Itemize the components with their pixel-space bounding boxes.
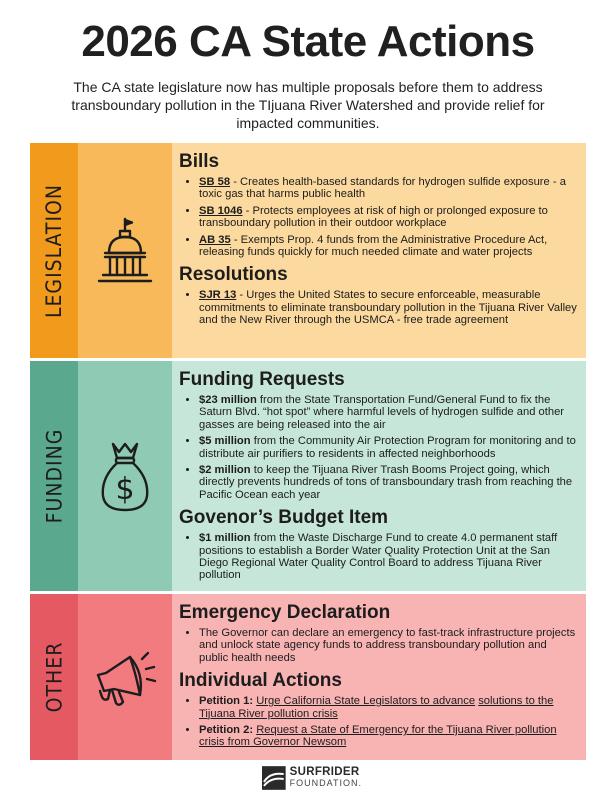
resolution-description: - Urges the United States to secure enforceable, measurable commitments to eliminate transboundary pollution in the Tijuana River Valley and the New River through the USMCA - free trade agreement [199,289,577,327]
resolution-link[interactable]: SJR 13 [199,289,237,302]
funding-description: from the State Transportation Fund/General Fund to fix the Saturn Blvd. “hot spot” where harmful levels of hydrogen sulfide and other gasses are being released into the air [199,394,565,431]
funding-requests-list [179,394,578,501]
footer-org-sub: FOUNDATION. [289,778,362,788]
funding-amount: $23 million [199,394,257,406]
bill-link[interactable]: SB 58 [199,176,231,188]
other-icon-column [78,594,172,760]
petition-link[interactable]: crisis from Governor Newsom [199,736,347,749]
legislation-content [172,143,586,358]
other-section [30,594,586,760]
list-item [199,394,578,431]
footer-logo [262,764,362,792]
funding-label: FUNDING [42,428,67,524]
list-item [199,205,578,230]
page-title: 2026 CA State Actions [81,17,535,66]
petition-link[interactable]: Urge California State Legislators to advance [256,695,476,708]
list-item [199,464,578,501]
individual-actions-list [179,695,578,749]
list-item [199,695,578,720]
funding-requests-heading: Funding Requests [179,369,345,390]
emergency-list [179,627,578,664]
funding-icon-column [78,361,172,591]
funding-content [172,361,586,591]
other-content [172,594,586,760]
petition-label: Petition 1: [199,695,254,708]
funding-description: to keep the Tijuana River Trash Booms Project going, which directly prevents hundreds of tons of transboundary trash from reaching the Pacific Ocean each year [199,464,573,501]
list-item [199,234,578,259]
page-subtitle: The CA state legislature now has multiple proposals before them to address transboundary pollution in the TIjuana River Watershed and provide relief for impacted communities. [71,79,545,131]
budget-item-heading: Govenor’s Budget Item [179,507,389,529]
resolutions-list [179,289,578,326]
budget-item-list [179,532,578,582]
legislation-section [30,143,586,358]
bill-description: - Creates health-based standards for hydrogen sulfide exposure - a toxic gas that harms public health [199,176,566,201]
list-item [199,176,578,201]
bill-link[interactable]: SB 1046 [199,204,243,217]
legislation-strip [30,143,78,358]
list-item [199,724,578,749]
budget-amount: $1 million [199,532,251,545]
bills-heading: Bills [179,151,220,172]
footer-text [290,767,362,789]
list-item: • The Governor can declare an emergency to fast-track infrastructure projects and unlock state agency funds to address transboundary pollution and public health needs [199,627,578,664]
funding-amount: $5 million [199,435,251,448]
funding-strip [30,361,78,591]
resolutions-heading: Resolutions [179,264,288,286]
capitol-icon [95,215,155,287]
petition-label: Petition 2: [199,724,254,737]
emergency-declaration-heading: Emergency Declaration [179,602,391,623]
other-label: OTHER [42,641,66,713]
bill-description: - Exempts Prop. 4 funds from the Administrative Procedure Act, releasing funds quickly for much needed climate and water projects [199,233,548,259]
funding-section [30,361,586,591]
budget-description: from the Waste Discharge Fund to create 4.0 permanent staff positions to establish a Border Water Quality Protection Unit at the San Diego Regional Water Quality Control Board to address Tijuana River pollution [199,532,558,582]
petition-link[interactable]: Request a State of Emergency for the Tijuana River pollution [256,724,557,737]
petition-link[interactable]: solutions to the Tijuana River pollution crisis [199,695,554,720]
surfrider-logo-icon [262,766,286,790]
individual-actions-heading: Individual Actions [179,670,342,692]
funding-amount: $2 million [199,464,251,477]
list-item [199,289,578,326]
footer-org-name: SURFRIDER [289,766,360,778]
other-strip [30,594,78,760]
svg-text:$: $ [115,472,135,507]
legislation-label: LEGISLATION [42,183,66,318]
list-item [199,435,578,460]
megaphone-icon [90,645,160,709]
bill-link[interactable]: AB 35 [199,233,231,246]
bills-list [179,176,578,258]
list-item [199,532,578,582]
bill-description: - Protects employees at risk of high or prolonged exposure to transboundary pollution in their outdoor workplace [199,204,548,230]
money-bag-icon [97,438,153,514]
funding-description: from the Community Air Protection Program for monitoring and to distribute air purifiers to residents in affected neighborhoods [199,435,576,460]
legislation-icon-column [78,143,172,358]
